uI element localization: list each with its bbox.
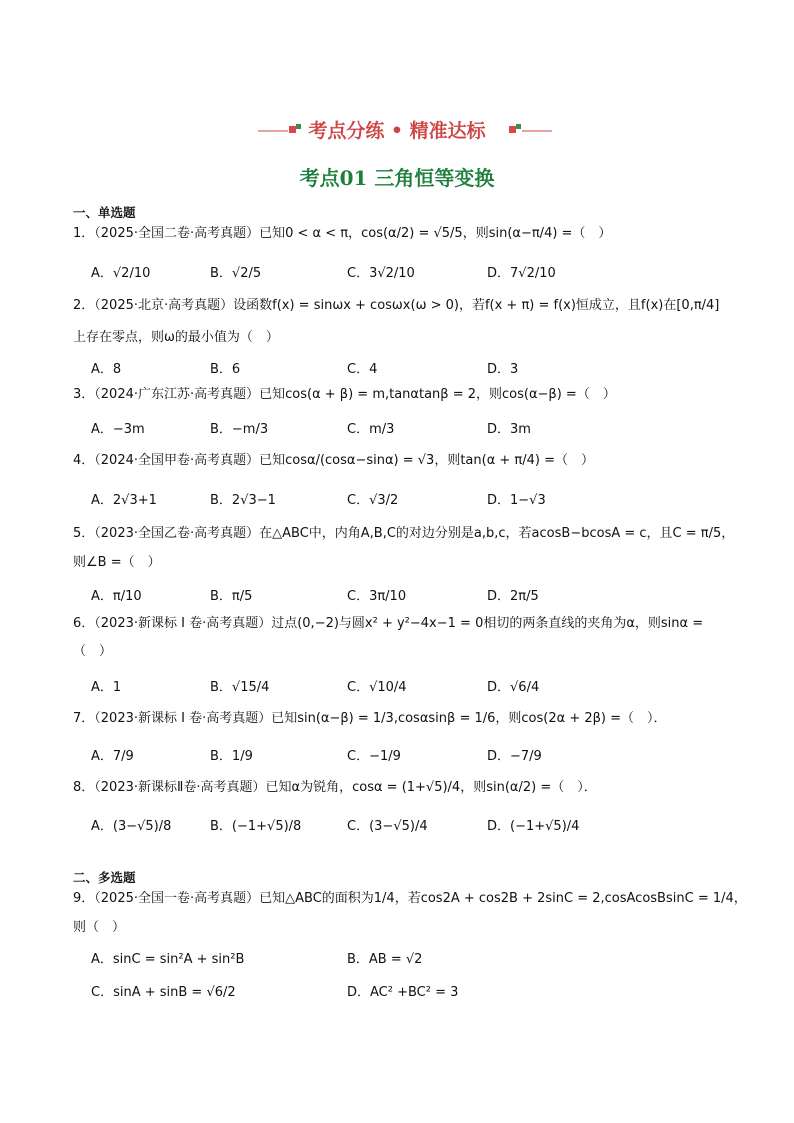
question-6: 6．（2023·新课标 I 卷·高考真题）过点(0,−2)与圆x² + y²−4x−1 = 0相切的两条直线的夹角为α，则sinα =	[73, 616, 704, 631]
option-a[interactable]: A．π/10	[91, 589, 142, 604]
banner-right-line	[522, 130, 552, 132]
option-c[interactable]: C．√3/2	[347, 493, 399, 508]
banner-right-square	[509, 126, 516, 133]
question-8-options	[91, 815, 651, 837]
question-5-continued: 则∠B =（ ）	[73, 555, 161, 570]
option-a[interactable]: A．1	[91, 680, 122, 695]
question-2-options	[91, 358, 651, 380]
option-b[interactable]: B．(−1+√5)/8	[210, 819, 302, 834]
option-c[interactable]: C．3√2/10	[347, 266, 415, 281]
option-b[interactable]: B．−m/3	[210, 422, 269, 437]
option-d[interactable]: D．(−1+√5)/4	[487, 819, 580, 834]
question-1: 1．（2025·全国二卷·高考真题）已知0 < α < π，cos(α/2) = √5/5，则sin(α−π/4) =（ ）	[73, 226, 612, 241]
option-b[interactable]: B．π/5	[210, 589, 253, 604]
option-c[interactable]: C．sinA + sinB = √6/2	[91, 985, 236, 1000]
question-4: 4．（2024·全国甲卷·高考真题）已知cosα/(cosα−sinα) = √3，则tan(α + π/4) =（ ）	[73, 453, 595, 468]
option-b[interactable]: B．√2/5	[210, 266, 262, 281]
option-d[interactable]: D．2π/5	[487, 589, 539, 604]
question-9-options-row2	[91, 981, 591, 1003]
option-d[interactable]: D．−7/9	[487, 749, 542, 764]
question-6-options	[91, 676, 651, 698]
section-banner	[0, 116, 794, 142]
question-2: 2．（2025·北京·高考真题）设函数f(x) = sinωx + cosωx(ω > 0)，若f(x + π) = f(x)恒成立，且f(x)在[0,π/4]	[73, 298, 720, 313]
question-9-continued: 则（ ）	[73, 920, 126, 935]
option-d[interactable]: D．√6/4	[487, 680, 540, 695]
option-c[interactable]: C．m/3	[347, 422, 395, 437]
option-a[interactable]: A．(3−√5)/8	[91, 819, 172, 834]
question-5: 5．（2023·全国乙卷·高考真题）在△ABC中，内角A,B,C的对边分别是a,b,c，若acosB−bcosA = c，且C = π/5，	[73, 526, 735, 541]
option-d[interactable]: D．AC² +BC² = 3	[347, 985, 459, 1000]
option-b[interactable]: B．1/9	[210, 749, 253, 764]
option-d[interactable]: D．7√2/10	[487, 266, 556, 281]
option-a[interactable]: A．2√3+1	[91, 493, 157, 508]
option-b[interactable]: B．AB = √2	[347, 952, 423, 967]
question-7-options	[91, 745, 651, 767]
option-c[interactable]: C．3π/10	[347, 589, 407, 604]
question-2-continued: 上存在零点，则ω的最小值为（ ）	[73, 330, 279, 345]
question-6-continued: （ ）	[73, 644, 113, 659]
question-5-options	[91, 585, 651, 607]
option-c[interactable]: C．(3−√5)/4	[347, 819, 428, 834]
option-a[interactable]: A．8	[91, 362, 122, 377]
option-a[interactable]: A．7/9	[91, 749, 134, 764]
section-heading-single: 一、单选题	[73, 205, 136, 220]
banner-right-accent	[516, 124, 521, 129]
option-b[interactable]: B．√15/4	[210, 680, 270, 695]
question-3: 3．（2024·广东江苏·高考真题）已知cos(α + β) = m,tanαtanβ = 2，则cos(α−β) =（ ）	[73, 387, 616, 402]
question-3-options	[91, 418, 651, 440]
question-8: 8．（2023·新课标Ⅱ卷·高考真题）已知α为锐角，cosα = (1+√5)/4，则sin(α/2) =（ ）．	[73, 780, 597, 795]
question-4-options	[91, 489, 651, 511]
question-7: 7．（2023·新课标 I 卷·高考真题）已知sin(α−β) = 1/3,cosαsinβ = 1/6，则cos(2α + 2β) =（ ）．	[73, 711, 667, 726]
option-d[interactable]: D．1−√3	[487, 493, 546, 508]
option-b[interactable]: B．2√3−1	[210, 493, 276, 508]
option-b[interactable]: B．6	[210, 362, 241, 377]
option-a[interactable]: A．√2/10	[91, 266, 151, 281]
option-a[interactable]: A．−3m	[91, 422, 145, 437]
option-d[interactable]: D．3	[487, 362, 519, 377]
section-heading-multi: 二、多选题	[73, 870, 136, 885]
option-a[interactable]: A．sinC = sin²A + sin²B	[91, 952, 245, 967]
option-c[interactable]: C．4	[347, 362, 378, 377]
option-c[interactable]: C．√10/4	[347, 680, 407, 695]
option-c[interactable]: C．−1/9	[347, 749, 401, 764]
question-9: 9．（2025·全国一卷·高考真题）已知△ABC的面积为1/4，若cos2A + cos2B + 2sinC = 2,cosAcosBsinC = 1/4，	[73, 891, 747, 906]
page-title: 考点01 三角恒等变换	[299, 166, 495, 190]
question-9-options-row1	[91, 948, 591, 970]
question-1-options	[91, 262, 651, 284]
banner-text: 考点分练 • 精准达标	[308, 120, 486, 142]
option-d[interactable]: D．3m	[487, 422, 531, 437]
